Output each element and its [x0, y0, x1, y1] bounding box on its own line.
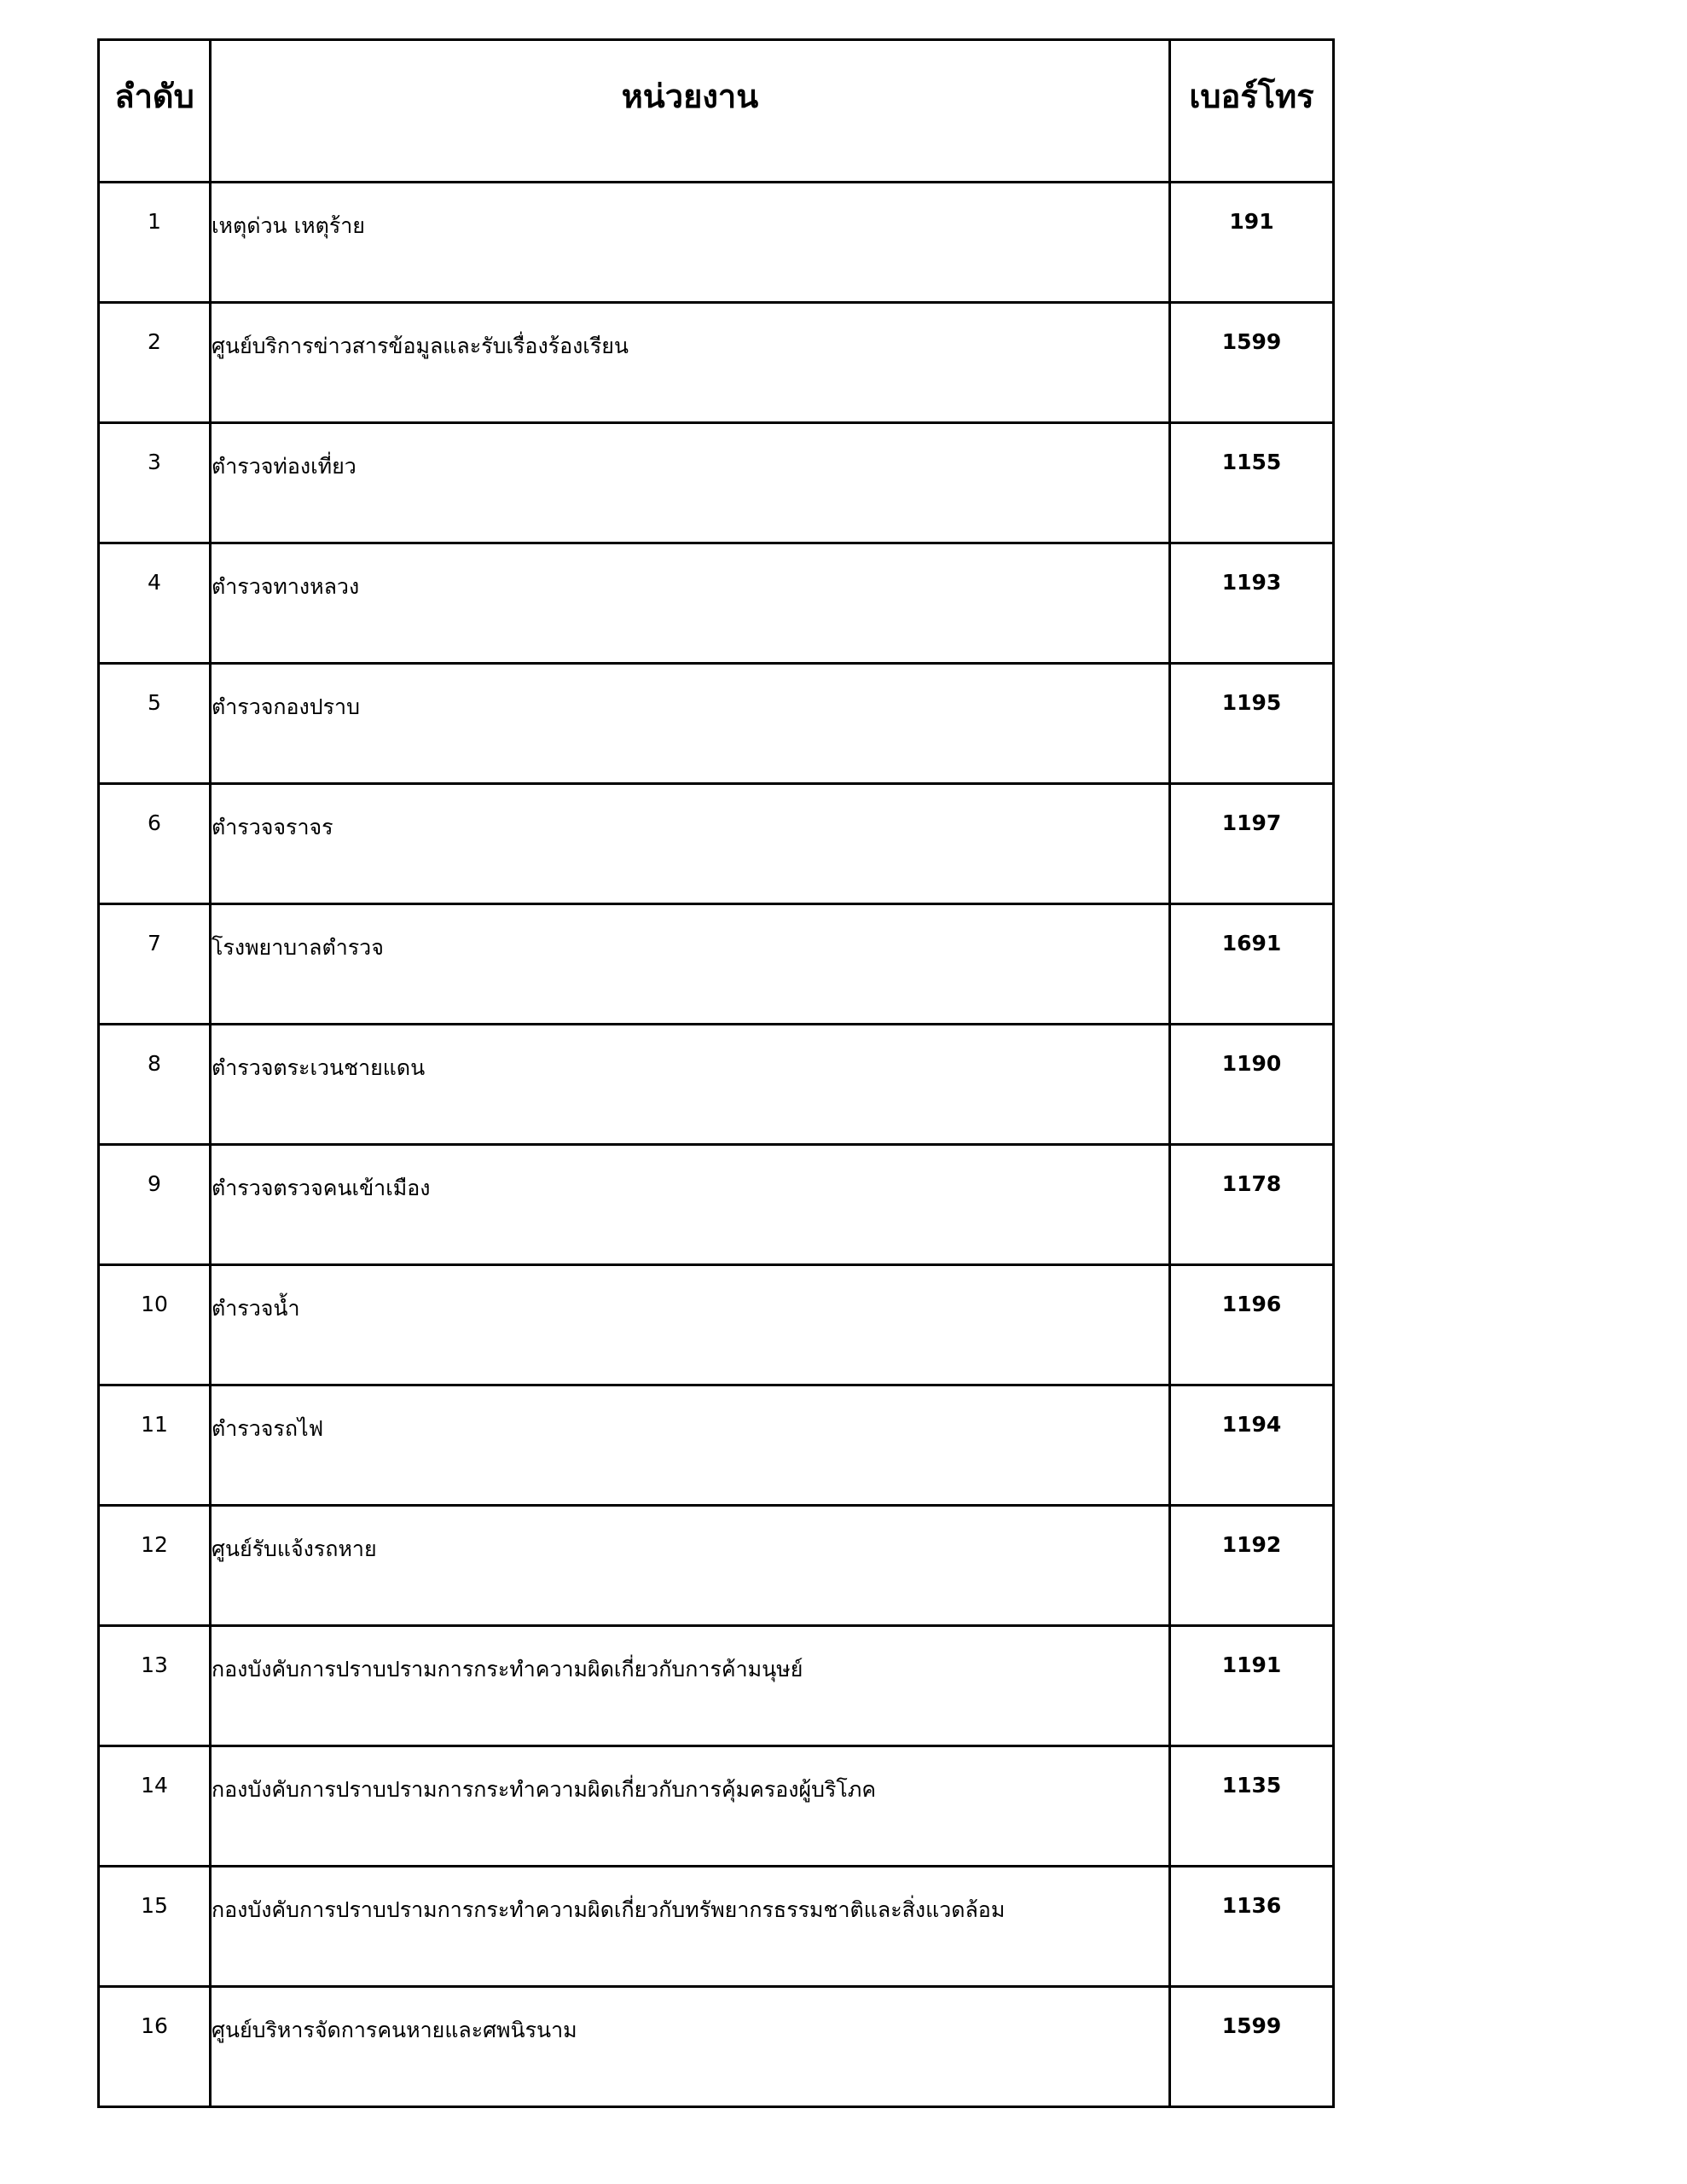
row-agency: ศูนย์บริหารจัดการคนหายและศพนิรนาม — [211, 1987, 1170, 2107]
row-agency: ตำรวจจราจร — [211, 784, 1170, 904]
row-phone: 1190 — [1170, 1025, 1334, 1145]
row-phone: 1599 — [1170, 303, 1334, 423]
table-row — [99, 664, 1334, 784]
row-agency: ตำรวจน้ำ — [211, 1265, 1170, 1385]
table-row — [99, 1506, 1334, 1626]
row-phone: 1196 — [1170, 1265, 1334, 1385]
row-phone: 1599 — [1170, 1987, 1334, 2107]
row-agency: ตำรวจกองปราบ — [211, 664, 1170, 784]
row-agency: เหตุด่วน เหตุร้าย — [211, 183, 1170, 303]
row-agency: กองบังคับการปราบปรามการกระทำความผิดเกี่ยวกับการคุ้มครองผู้บริโภค — [211, 1746, 1170, 1867]
row-phone: 1194 — [1170, 1385, 1334, 1506]
table-row — [99, 904, 1334, 1025]
row-order: 2 — [99, 303, 211, 423]
row-phone: 191 — [1170, 183, 1334, 303]
row-phone: 1691 — [1170, 904, 1334, 1025]
row-phone: 1155 — [1170, 423, 1334, 543]
row-order: 11 — [99, 1385, 211, 1506]
row-order: 6 — [99, 784, 211, 904]
row-order: 8 — [99, 1025, 211, 1145]
row-agency: กองบังคับการปราบปรามการกระทำความผิดเกี่ยวกับทรัพยากรธรรมชาติและสิ่งแวดล้อม — [211, 1867, 1170, 1987]
table-row — [99, 303, 1334, 423]
header-agency: หน่วยงาน — [211, 40, 1170, 183]
row-order: 9 — [99, 1145, 211, 1265]
row-order: 5 — [99, 664, 211, 784]
row-order: 14 — [99, 1746, 211, 1867]
row-agency: ตำรวจตรวจคนเข้าเมือง — [211, 1145, 1170, 1265]
row-order: 16 — [99, 1987, 211, 2107]
table-row — [99, 1987, 1334, 2107]
row-order: 7 — [99, 904, 211, 1025]
table-row — [99, 1025, 1334, 1145]
row-agency: ตำรวจทางหลวง — [211, 543, 1170, 664]
row-order: 12 — [99, 1506, 211, 1626]
table-row — [99, 1385, 1334, 1506]
row-phone: 1178 — [1170, 1145, 1334, 1265]
row-order: 15 — [99, 1867, 211, 1987]
table-row — [99, 1265, 1334, 1385]
table-row — [99, 543, 1334, 664]
row-order: 10 — [99, 1265, 211, 1385]
row-phone: 1195 — [1170, 664, 1334, 784]
row-agency: ตำรวจตระเวนชายแดน — [211, 1025, 1170, 1145]
row-phone: 1193 — [1170, 543, 1334, 664]
row-phone: 1191 — [1170, 1626, 1334, 1746]
row-agency: ตำรวจท่องเที่ยว — [211, 423, 1170, 543]
row-order: 3 — [99, 423, 211, 543]
table-row — [99, 423, 1334, 543]
table-row — [99, 1145, 1334, 1265]
header-order: ลำดับ — [99, 40, 211, 183]
row-agency: ตำรวจรถไฟ — [211, 1385, 1170, 1506]
hotline-table — [97, 38, 1335, 2108]
table-row — [99, 784, 1334, 904]
row-order: 4 — [99, 543, 211, 664]
table-header-row — [99, 40, 1334, 183]
row-phone: 1136 — [1170, 1867, 1334, 1987]
row-phone: 1135 — [1170, 1746, 1334, 1867]
header-phone: เบอร์โทร — [1170, 40, 1334, 183]
table-row — [99, 183, 1334, 303]
row-phone: 1197 — [1170, 784, 1334, 904]
row-agency: กองบังคับการปราบปรามการกระทำความผิดเกี่ยวกับการค้ามนุษย์ — [211, 1626, 1170, 1746]
row-phone: 1192 — [1170, 1506, 1334, 1626]
row-agency: โรงพยาบาลตำรวจ — [211, 904, 1170, 1025]
table-row — [99, 1626, 1334, 1746]
table-row — [99, 1867, 1334, 1987]
table-row — [99, 1746, 1334, 1867]
row-order: 1 — [99, 183, 211, 303]
row-order: 13 — [99, 1626, 211, 1746]
row-agency: ศูนย์รับแจ้งรถหาย — [211, 1506, 1170, 1626]
row-agency: ศูนย์บริการข่าวสารข้อมูลและรับเรื่องร้องเรียน — [211, 303, 1170, 423]
